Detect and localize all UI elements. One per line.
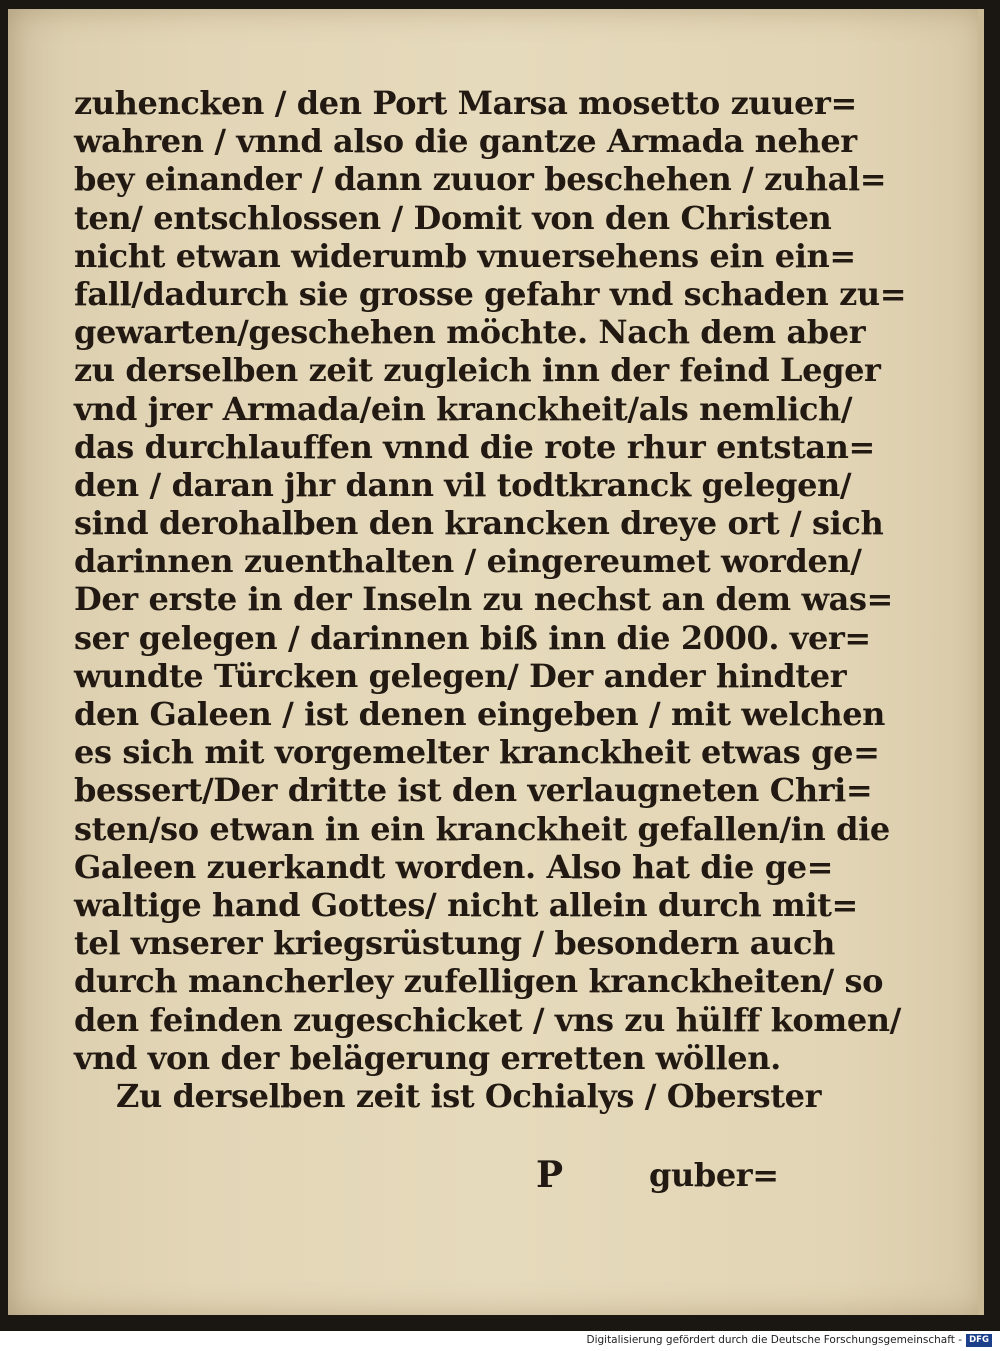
page-edge [978, 9, 984, 1315]
text-line: waltige hand Gottes/ nicht allein durch mit= [74, 885, 858, 924]
page-footer [74, 1154, 779, 1196]
text-line: zu derselben zeit zugleich inn der feind Leger [74, 351, 881, 390]
text-line: tel vnserer kriegsrüstung / besondern auch [74, 924, 835, 963]
text-line: den Galeen / ist denen eingeben / mit welchen [74, 695, 886, 733]
text-line: fall/dadurch sie grosse gefahr vnd schaden zu= [74, 274, 907, 313]
text-line: zuhencken / den Port Marsa mosetto zuuer= [74, 84, 857, 122]
text-line: sind derohalben den krancken dreye ort / sich [74, 504, 884, 543]
text-line-indented: Zu derselben zeit ist Ochialys / Oberster [116, 1076, 822, 1115]
catchword: guber= [649, 1156, 779, 1194]
text-line: ten/ entschlossen / Domit von den Christen [74, 198, 832, 237]
text-line: darinnen zuenthalten / eingereumet worden/ [74, 542, 862, 581]
text-line: Galeen zuerkandt worden. Also hat die ge= [74, 847, 834, 886]
text-line: den feinden zugeschicket / vns zu hülff komen/ [74, 1000, 901, 1039]
text-line: Der erste in der Inseln zu nechst an dem was= [74, 580, 893, 619]
signature-mark: P [536, 1154, 564, 1196]
funding-credit: Digitalisierung gefördert durch die Deutsche Forschungsgemeinschaft - [586, 1334, 962, 1346]
text-line: ser gelegen / darinnen biß inn die 2000. ver= [74, 618, 871, 657]
text-line: vnd jrer Armada/ein kranckheit/als nemlich/ [74, 389, 853, 428]
text-line: nicht etwan widerumb vnuersehens ein ein= [74, 236, 856, 275]
dfg-logo: DFG [966, 1334, 992, 1347]
text-line: das durchlauffen vnnd die rote rhur entstan= [74, 427, 875, 466]
text-line: wundte Türcken gelegen/ Der ander hindter [74, 656, 847, 695]
text-line: gewarten/geschehen möchte. Nach dem aber [74, 313, 866, 352]
text-line: sten/so etwan in ein kranckheit gefallen/in die [74, 809, 890, 848]
text-line: den / daran jhr dann vil todtkranck gelegen/ [74, 465, 852, 504]
text-line: bessert/Der dritte ist den verlaugneten Chri= [74, 771, 873, 810]
text-line: es sich mit vorgemelter kranckheit etwas ge= [74, 733, 880, 772]
text-line: durch mancherley zufelligen kranckheiten/ so [74, 962, 884, 1001]
credit-bar [0, 1331, 1000, 1351]
text-line: wahren / vnnd also die gantze Armada neher [74, 122, 857, 161]
text-line: vnd von der belägerung erretten wöllen. [74, 1038, 781, 1077]
text-line: bey einander / dann zuuor beschehen / zuhal= [74, 160, 887, 199]
body-text [74, 84, 907, 1115]
